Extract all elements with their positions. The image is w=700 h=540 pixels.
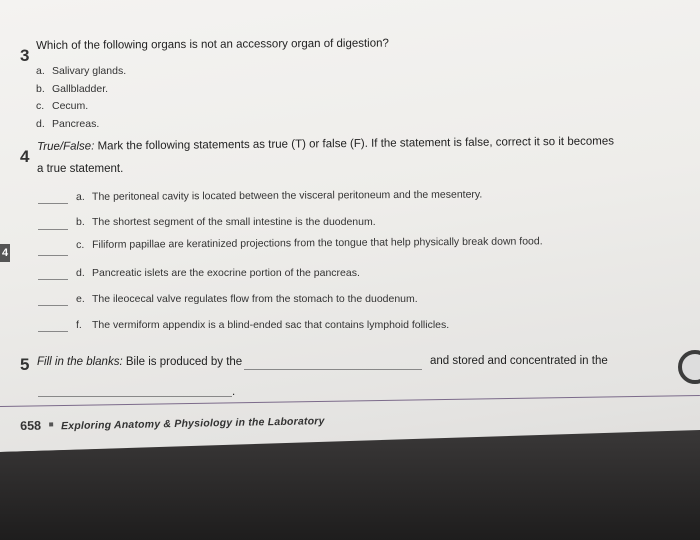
true-false-label: True/False: <box>37 140 95 153</box>
question-5-text-continued: and stored and concentrated in the <box>430 355 608 367</box>
chapter-tab: 4 <box>0 244 10 262</box>
answer-blank-4b[interactable] <box>38 229 68 230</box>
question-3-option-a: a. Salivary glands. <box>36 65 127 77</box>
question-3-option-c: c. Cecum. <box>36 100 89 112</box>
question-3-option-b: b. Gallbladder. <box>36 83 109 95</box>
question-5-period: . <box>232 386 236 398</box>
page-number: 658 <box>20 418 42 433</box>
answer-blank-4e[interactable] <box>38 305 68 306</box>
statement-4d: d. Pancreatic islets are the exocrine portion of the pancreas. <box>76 267 360 279</box>
answer-blank-4a[interactable] <box>38 203 68 204</box>
book-title: Exploring Anatomy & Physiology in the Laboratory <box>60 415 325 433</box>
fill-blank-2[interactable] <box>38 396 232 397</box>
statement-4b: b. The shortest segment of the small intestine is the duodenum. <box>76 216 376 228</box>
statement-4f: f. The vermiform appendix is a blind-ended sac that contains lymphoid follicles. <box>76 319 450 331</box>
answer-blank-4d[interactable] <box>38 279 68 280</box>
statement-4a: a. The peritoneal cavity is located between the visceral peritoneum and the mesentery. <box>76 188 483 203</box>
question-3-text: Which of the following organs is not an accessory organ of digestion? <box>36 37 389 52</box>
fill-blank-1[interactable] <box>244 369 422 370</box>
question-4-number: 4 <box>20 147 30 166</box>
fill-blanks-label: Fill in the blanks: <box>37 356 123 368</box>
answer-blank-4c[interactable] <box>38 255 68 256</box>
statement-4e: e. The ileocecal valve regulates flow from the stomach to the duodenum. <box>76 293 418 305</box>
question-5-text: Fill in the blanks: Bile is produced by the <box>37 356 243 368</box>
question-4-instruction-line2: a true statement. <box>37 163 124 175</box>
question-4-instruction: True/False: Mark the following statements as true (T) or false (F). If the statement is false, correct it so it becomes <box>37 135 615 153</box>
question-5-number: 5 <box>20 355 30 374</box>
bullet-icon <box>49 422 53 426</box>
statement-4c: c. Filiform papillae are keratinized projections from the tongue that help physically break down food. <box>76 235 543 251</box>
answer-blank-4f[interactable] <box>38 331 68 332</box>
question-3-number: 3 <box>20 46 30 65</box>
question-3-option-d: d. Pancreas. <box>36 118 100 130</box>
